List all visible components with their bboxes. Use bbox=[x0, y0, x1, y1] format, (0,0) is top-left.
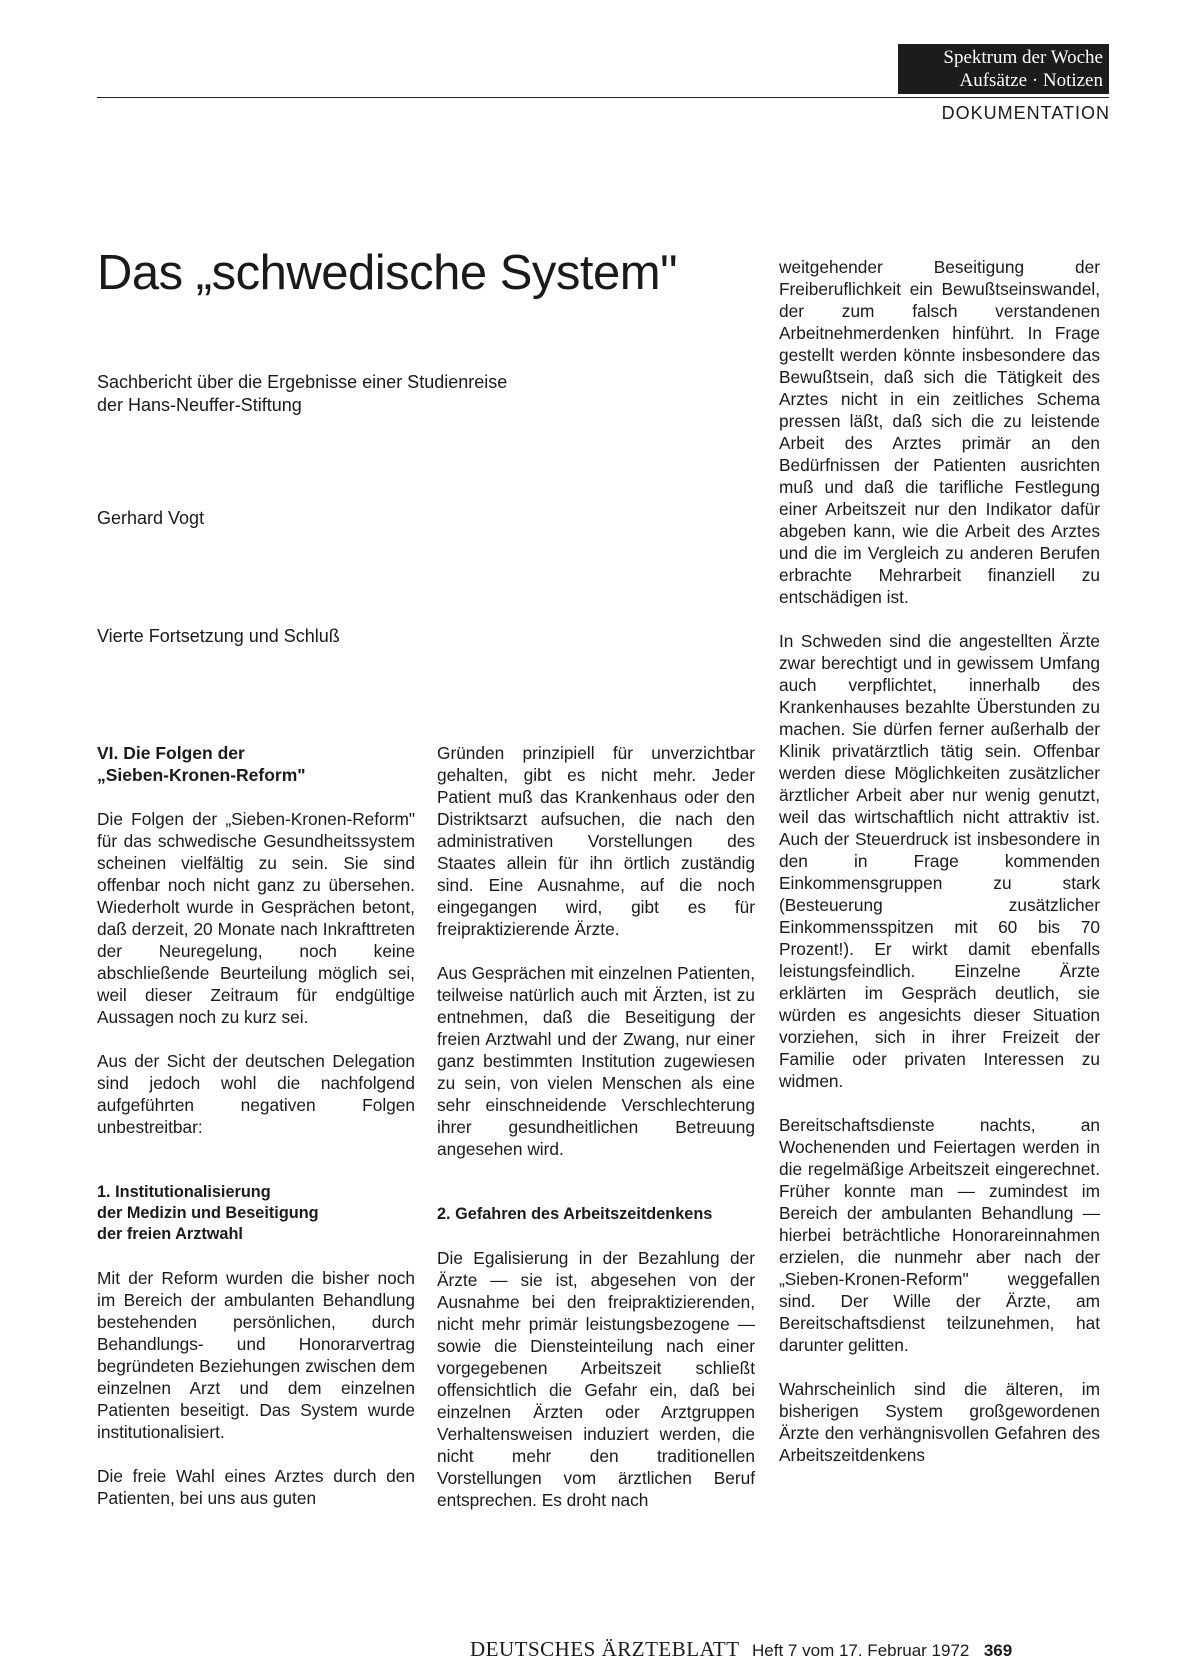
paragraph: Die Egalisierung in der Bezahlung der Ärzte — sie ist, abgesehen von der Ausnahme bei den freipraktizierenden, nicht mehr primär leistungsbezogene — sowie die Diensteinteilung nach einer vorgegebenen Arbeitszeit schließt offensichtlich die Gefahr ein, daß bei einzelnen Ärzten oder Arztgruppen Verhaltensweisen induziert werden, die nicht mehr den traditionellen Vorstellungen vom ärztlichen Beruf entsprechen. Es droht nach bbox=[437, 1248, 755, 1510]
column-1 bbox=[97, 742, 415, 1509]
header-rule bbox=[97, 97, 1109, 98]
issue-info: Heft 7 vom 17. Februar 1972 bbox=[752, 1641, 970, 1660]
article-title: Das „schwedische System" bbox=[97, 246, 677, 300]
column-2 bbox=[437, 742, 755, 1511]
badge-line-2: Aufsätze · Notizen bbox=[959, 70, 1103, 91]
paragraph: Die freie Wahl eines Arztes durch den Patienten, bei uns aus guten bbox=[97, 1466, 415, 1508]
section-badge bbox=[898, 44, 1109, 94]
page-number: 369 bbox=[983, 1641, 1013, 1660]
subtitle-line-2: der Hans-Neuffer-Stiftung bbox=[97, 395, 302, 415]
paragraph: In Schweden sind die angestellten Ärzte zwar berechtigt und in gewissem Umfang auch verpflichtet, innerhalb des Krankenhauses bezahlte Überstunden zu machen. Sie dürfen ferner außerhalb der Klinik privatärztlich tätig sein. Offenbar werden diese Möglichkeiten zusätzlicher ärztlicher Arbeit aber nur wenig genutzt, weil das wirtschaftlich nicht attraktiv ist. Auch der Steuerdruck ist insbesondere in den in Frage kommenden Einkommensgruppen zu stark (Besteuerung zusätzlicher Einkommensspitzen mit 60 bis 70 Prozent!). Er wirkt damit ebenfalls leistungsfeindlich. Einzelne Ärzte erklärten im Gespräch deutlich, sie würden es angesichts dieser Situation vorziehen, sich in ihrer Freizeit der Familie oder privaten Interessen zu widmen. bbox=[779, 631, 1100, 1091]
continuation-note: Vierte Fortsetzung und Schluß bbox=[97, 626, 340, 646]
paragraph: weitgehender Beseitigung der Freiberuflichkeit ein Bewußtseinswandel, der zum falsch verstandenen Arbeitnehmerdenken hinführt. In Frage gestellt werden könnte insbesondere das Bewußtsein, daß sich die Tätigkeit des Arztes nicht in ein zeitliches Schema pressen läßt, daß sich die zu leistende Arbeit des Arztes primär an den Bedürfnissen der Patienten ausrichten muß und daß die tarifliche Festlegung einer Arbeitszeit nur den Indikator dafür abgeben kann, wie die Arbeit des Arztes und die im Vergleich zu anderen Berufen erbrachte Mehrarbeit finanziell zu entschädigen ist. bbox=[779, 257, 1100, 607]
section-heading-vi: VI. Die Folgen der „Sieben-Kronen-Reform" bbox=[97, 743, 306, 785]
article-author: Gerhard Vogt bbox=[97, 508, 205, 528]
paragraph: Die Folgen der „Sieben-Kronen-Reform" für das schwedische Gesundheitssystem scheinen vielfältig zu sein. Sie sind offenbar noch nicht ganz zu übersehen. Wiederholt wurde in Gesprächen betont, daß derzeit, 20 Monate nach Inkrafttreten der Neuregelung, noch keine abschließende Beurteilung möglich sei, weil dieser Zeitraum für endgültige Aussagen noch zu kurz sei. bbox=[97, 809, 415, 1027]
paragraph: Gründen prinzipiell für unverzichtbar gehalten, gibt es nicht mehr. Jeder Patient muß das Krankenhaus oder den Distriktsarzt aufsuchen, die nach den administrativen Vorstellungen des Staates allein für ihn örtlich zuständig sind. Eine Ausnahme, auf die noch eingegangen wird, gibt es für freipraktizierende Ärzte. bbox=[437, 743, 755, 939]
paragraph: Bereitschaftsdienste nachts, an Wochenenden und Feiertagen werden in die regelmäßige Arbeitszeit eingerechnet. Früher konnte man — zumindest im Bereich der ambulanten Behandlung — hierbei beträchtliche Honorareinnahmen erzielen, die nunmehr aber nach der „Sieben-Kronen-Reform" weggefallen sind. Der Wille der Ärzte, am Bereitschaftsdienst teilzunehmen, hat darunter gelitten. bbox=[779, 1115, 1100, 1355]
journal-name: DEUTSCHES ÄRZTEBLATT bbox=[470, 1637, 740, 1661]
paragraph: Aus Gesprächen mit einzelnen Patienten, teilweise natürlich auch mit Ärzten, ist zu entnehmen, daß die Beseitigung der freien Arztwahl und der Zwang, nur einer ganz bestimmten Institution zugewiesen zu sein, von vielen Menschen als eine sehr einschneidende Verschlechterung ihrer gesundheitlichen Betreuung angesehen wird. bbox=[437, 963, 755, 1159]
subsection-heading-2: 2. Gefahren des Arbeitszeitdenkens bbox=[437, 1205, 713, 1223]
article-subtitle bbox=[97, 371, 617, 417]
paragraph: Aus der Sicht der deutschen Delegation sind jedoch wohl die nachfolgend aufgeführten negativen Folgen unbestreitbar: bbox=[97, 1051, 415, 1137]
subsection-heading-1: 1. Institutionalisierung der Medizin und Beseitigung der freien Arztwahl bbox=[97, 1183, 319, 1243]
subtitle-line-1: Sachbericht über die Ergebnisse einer Studienreise bbox=[97, 372, 508, 392]
badge-line-1: Spektrum der Woche bbox=[943, 47, 1103, 68]
column-3 bbox=[779, 256, 1100, 1466]
page-footer bbox=[470, 1637, 1012, 1662]
paragraph: Wahrscheinlich sind die älteren, im bisherigen System großgewordenen Ärzte den verhängnisvollen Gefahren des Arbeitszeitdenkens bbox=[779, 1379, 1100, 1465]
paragraph: Mit der Reform wurden die bisher noch im Bereich der ambulanten Behandlung bestehenden persönlichen, durch Behandlungs- und Honorarvertrag begründeten Beziehungen zwischen dem einzelnen Arzt und dem einzelnen Patienten beseitigt. Das System wurde institutionalisiert. bbox=[97, 1268, 415, 1442]
section-label: DOKUMENTATION bbox=[941, 103, 1110, 123]
